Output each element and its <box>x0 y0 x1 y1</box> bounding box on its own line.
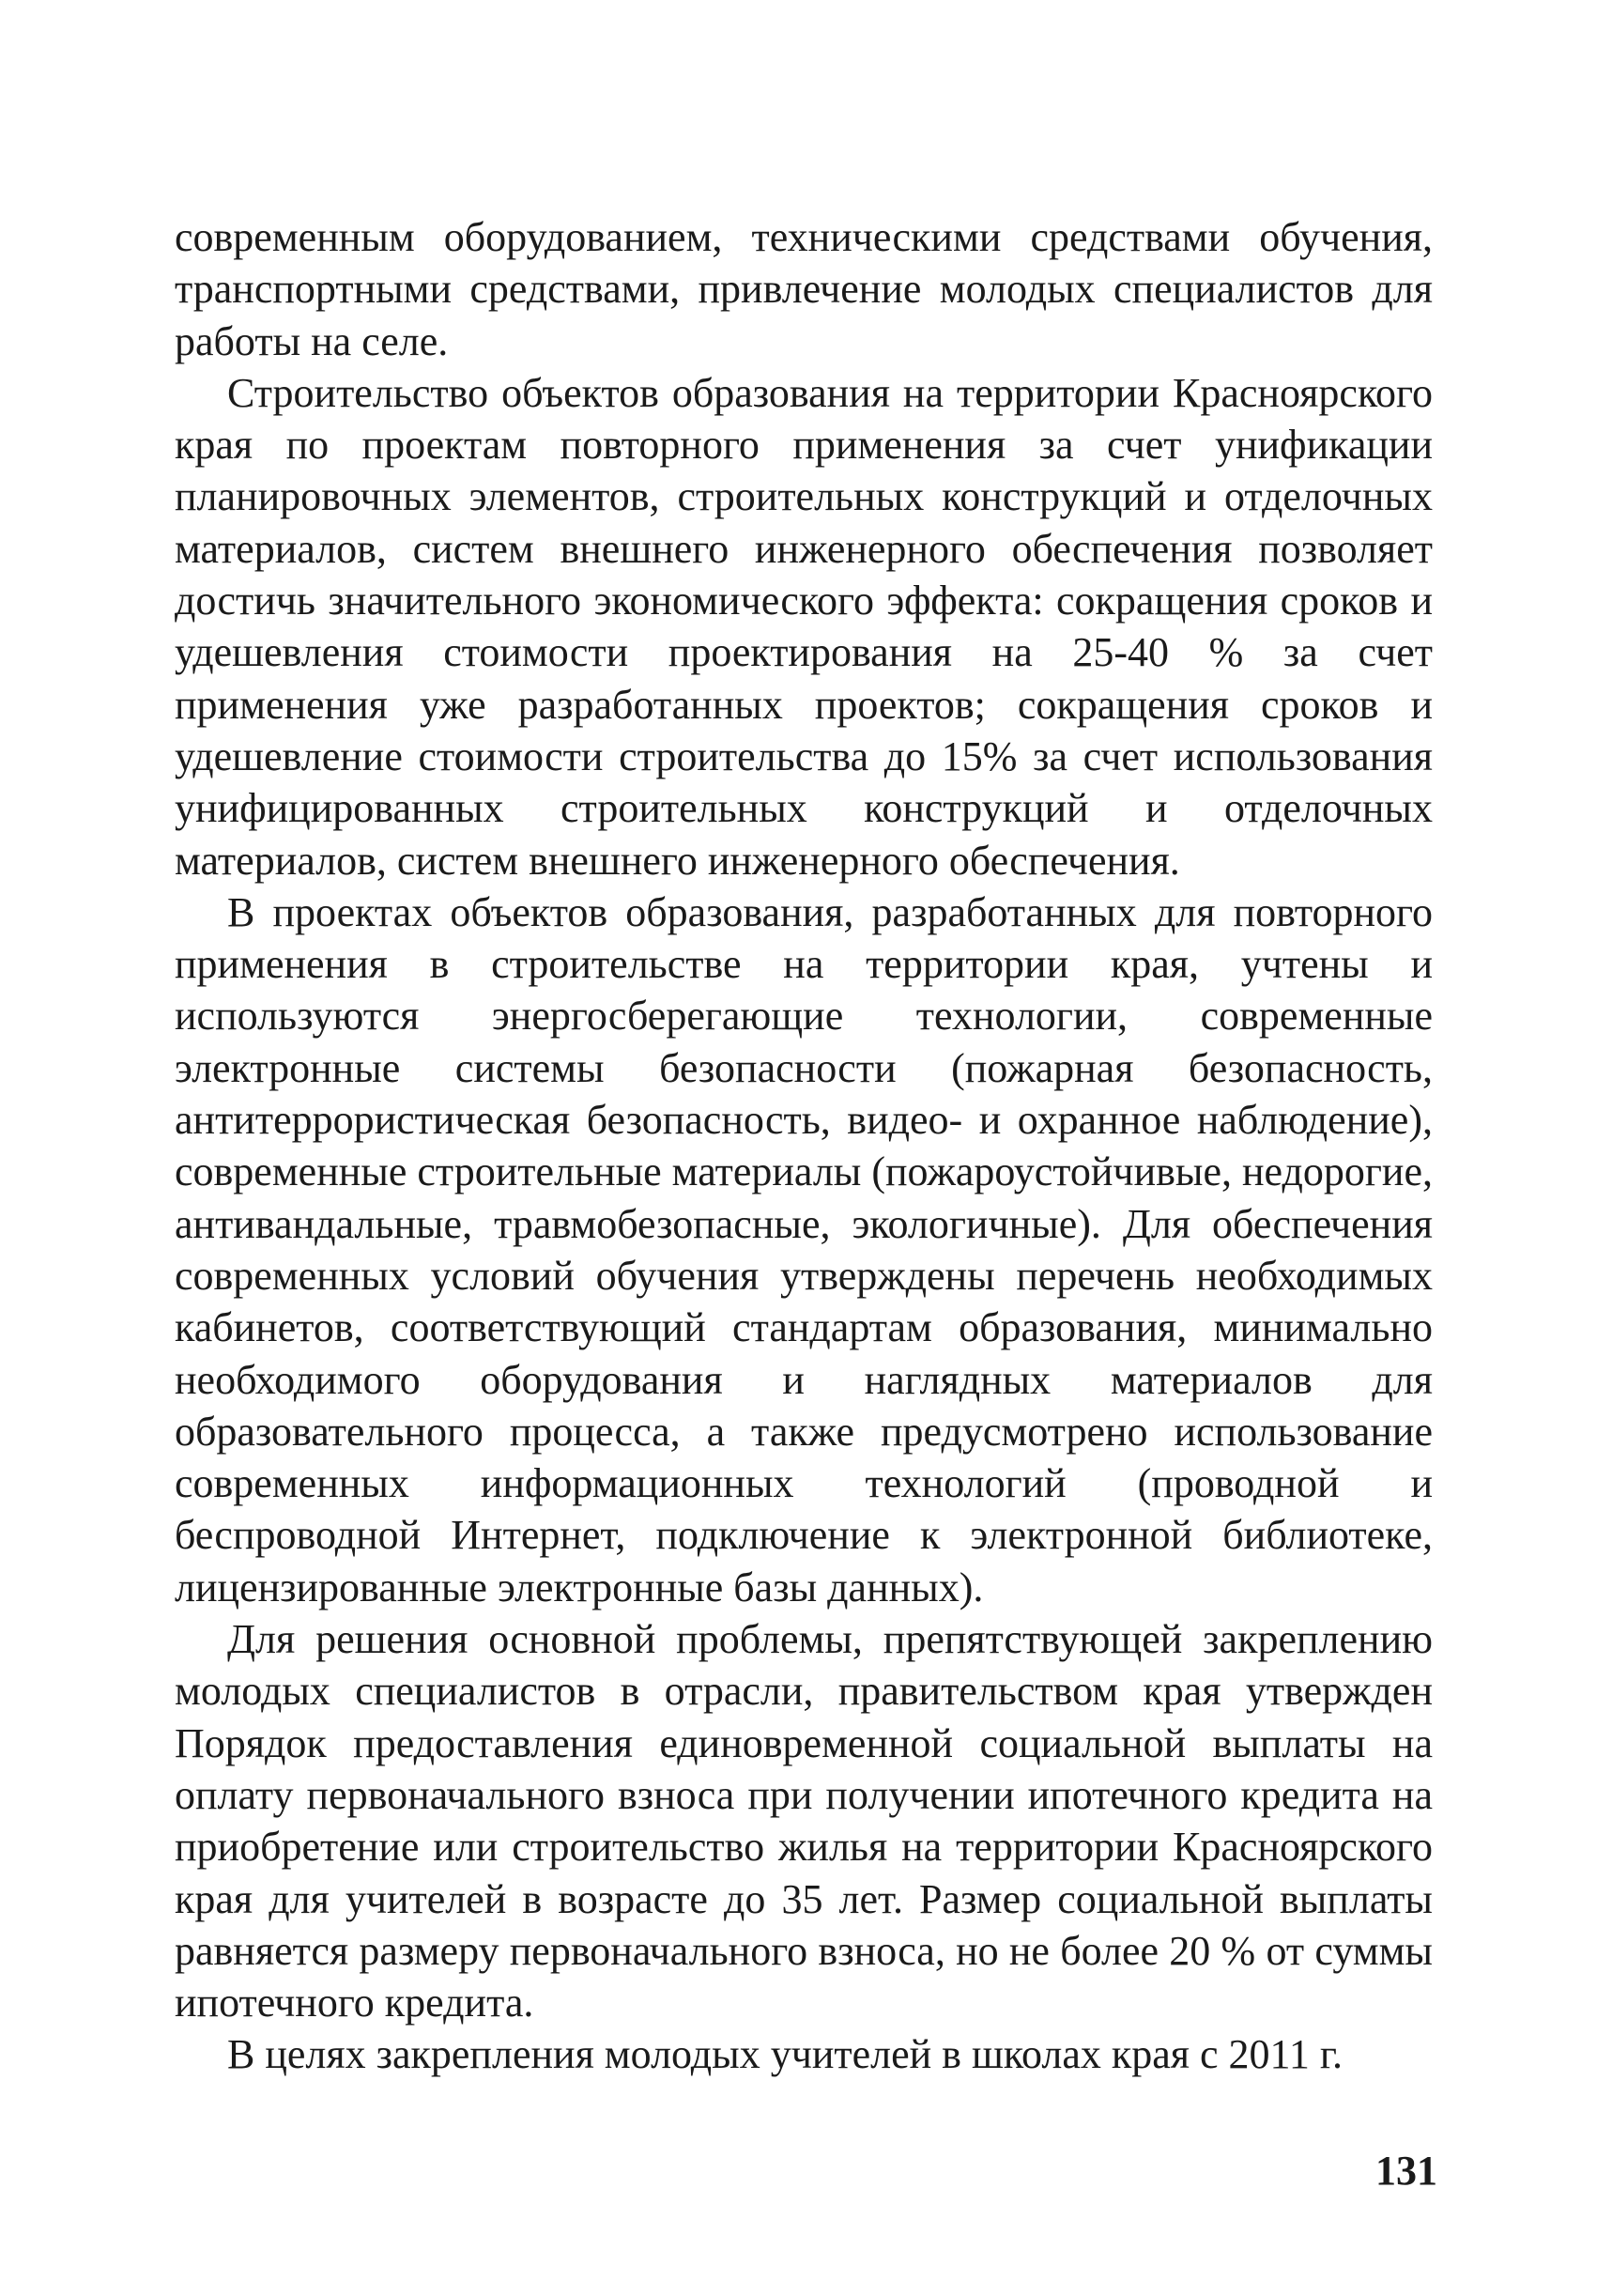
paragraph-construction: Строительство объектов образования на территории Красноярского края по проектам повторного применения за счет унификации планировочных элементов, строительных конструкций и отделочных материалов, систем внешнего инженерного обеспечения позволяет достичь значительного экономического эффекта: сокращения сроков и удешевления стоимости проектирования на 25-40 % за счет применения уже разработанных проектов; сокращения сроков и удешевление стоимости строительства до 15% за счет использования унифицированных строительных конструкций и отделочных материалов, систем внешнего инженерного обеспечения. <box>175 369 1433 884</box>
paragraph-continuation: современным оборудованием, техническими средствами обучения, транспортными средствами, привлечение молодых специалистов для работы на селе. <box>175 214 1433 364</box>
paragraph-projects: В проектах объектов образования, разработанных для повторного применения в строительстве на территории края, учтены и используются энергосберегающие технологии, современные электронные системы безопасности (пожарная безопасность, антитеррористическая безопасность, видео- и охранное наблюдение), современные строительные материалы (пожароустойчивые, недорогие, антивандальные, травмобезопасные, экологичные). Для обеспечения современных условий обучения утверждены перечень необходимых кабинетов, соответствующий стандартам образования, минимально необходимого оборудования и наглядных материалов для образовательного процесса, а также предусмотрено использование современных информационных технологий (проводной и беспроводной Интернет, подключение к электронной библиотеке, лицензированные электронные базы данных). <box>175 888 1433 1610</box>
body-text <box>175 211 1433 2081</box>
paragraph-young-teachers: В целях закрепления молодых учителей в школах края с 2011 г. <box>227 2031 1343 2078</box>
page-number: 131 <box>1375 2148 1437 2194</box>
paragraph-young-specialists: Для решения основной проблемы, препятствующей закреплению молодых специалистов в отрасли, правительством края утвержден Порядок предоставления единовременной социальной выплаты на оплату первоначального взноса при получении ипотечного кредита на приобретение или строительство жилья на территории Красноярского края для учителей в возрасте до 35 лет. Размер социальной выплаты равняется размеру первоначального взноса, но не более 20 % от суммы ипотечного кредита. <box>175 1616 1433 2026</box>
